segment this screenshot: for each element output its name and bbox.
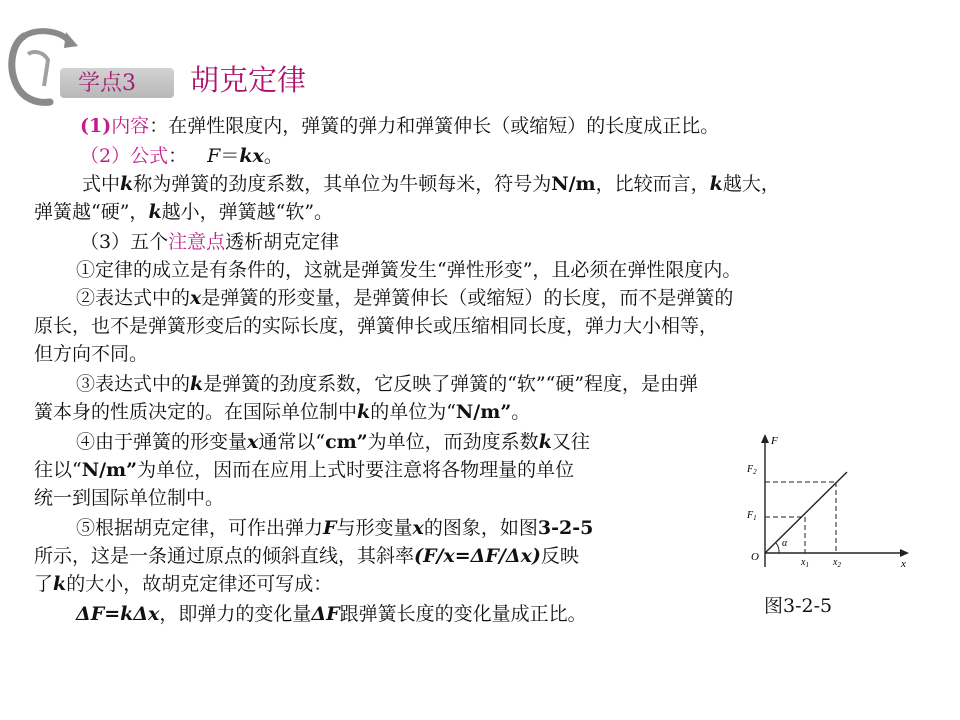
text-span: 反映	[540, 545, 579, 567]
slope-formula: (F/x=ΔF/Δx)	[414, 545, 541, 567]
text-span: 所示，这是一条通过原点的倾斜直线，其斜率	[34, 545, 415, 567]
f1-label	[746, 510, 757, 522]
text-span: 称为弹簧的劲度系数，其单位为牛顿每米，符号为	[133, 173, 552, 195]
formula-end: 。	[263, 145, 283, 167]
unit-text: N/m	[551, 173, 596, 195]
origin-label: O	[751, 551, 759, 563]
unit-text: N/m”	[81, 459, 138, 481]
text-span: 的图象，如图	[423, 517, 538, 539]
text-span: 透析胡克定律	[225, 231, 340, 253]
text-span: 簧本身的性质决定的。在国际单位制中	[34, 401, 358, 423]
point4-line2	[34, 458, 574, 482]
symbol-k: k	[190, 373, 204, 395]
text-span: 又往	[551, 431, 590, 453]
symbol-k: k	[148, 201, 162, 223]
formula-kx: kx	[239, 145, 264, 167]
hooke-line	[765, 472, 847, 553]
x-axis-label: x	[901, 558, 906, 570]
alpha-label: α	[782, 538, 788, 549]
point5-line4	[76, 602, 587, 626]
text-span: ，比较而言，	[595, 173, 710, 195]
unit-text: N/m”	[455, 401, 512, 423]
x1-label	[800, 557, 809, 569]
point2-line1	[76, 286, 733, 310]
figure-caption: 图3-2-5	[764, 595, 833, 617]
point2-line2: 原长，也不是弹簧形变后的实际长度，弹簧伸长或压缩相同长度，弹力大小相等，	[34, 315, 719, 337]
text-span: ②表达式中的	[76, 287, 191, 309]
point5-line3	[34, 572, 332, 596]
text-span: （3）五个	[80, 231, 169, 253]
highlight-text: 注意点	[168, 231, 226, 253]
point1-line: ①定律的成立是有条件的，这就是弹簧发生“弹性形变”，且必须在弹性限度内。	[76, 259, 742, 281]
symbol-f: F	[323, 517, 337, 539]
symbol-x: x	[412, 517, 424, 539]
item1-label: 内容	[111, 115, 150, 137]
symbol-x: x	[247, 431, 259, 453]
symbol-k: k	[120, 173, 134, 195]
item1-number: (1)	[80, 115, 112, 137]
text-span: ⑤根据胡克定律，可作出弹力	[76, 517, 324, 539]
y-axis-label: F	[771, 435, 778, 447]
force-deformation-graph	[735, 432, 915, 577]
text-span: ④由于弹簧的形变量	[76, 431, 248, 453]
angle-arc	[776, 543, 779, 553]
item1-line	[80, 114, 719, 138]
text-span: 是弹簧的形变量，是弹簧伸长（或缩短）的长度，而不是弹簧的	[201, 287, 734, 309]
formula-eq: ＝	[220, 145, 240, 167]
f2-subscript: 2	[753, 468, 757, 476]
item2-label: （2）公式	[80, 145, 169, 167]
point4-line3: 统一到国际单位制中。	[34, 487, 225, 509]
x-axis-arrow	[900, 549, 909, 557]
symbol-k: k	[357, 401, 371, 423]
text-span: 与形变量	[336, 517, 413, 539]
page-title: 胡克定律	[190, 63, 307, 97]
point3-line2	[34, 400, 530, 424]
text-span: 。	[511, 401, 531, 423]
section-badge-label: 学点3	[78, 71, 136, 96]
item3-line	[80, 230, 339, 254]
figure-ref: 3-2-5	[537, 517, 594, 539]
item2-line	[80, 144, 283, 168]
x2-subscript: 2	[837, 561, 841, 569]
x2-letter: x	[833, 557, 838, 568]
text-span: 的单位为“	[370, 401, 456, 423]
text-span: 越大，	[722, 173, 780, 195]
text-span: 通常以“	[258, 431, 326, 453]
text-span: 为单位，而劲度系数	[367, 431, 539, 453]
unit-text: cm”	[325, 431, 368, 453]
x2-label	[832, 557, 841, 569]
text-span: 式中	[82, 173, 121, 195]
point2-line3: 但方向不同。	[34, 343, 149, 365]
delta-formula: ΔF=kΔx	[76, 603, 160, 625]
item1-text: ：在弹性限度内，弹簧的弹力和弹簧伸长（或缩短）的长度成正比。	[149, 115, 720, 137]
text-span: 为单位，因而在应用上式时要注意将各物理量的单位	[137, 459, 575, 481]
f1-letter: F	[747, 510, 754, 521]
symbol-delta-f: ΔF	[311, 603, 340, 625]
x1-subscript: 1	[805, 561, 809, 569]
symbol-k: k	[53, 573, 67, 595]
point3-line1	[76, 372, 698, 396]
f2-letter: F	[747, 464, 754, 475]
para-k-line1	[82, 172, 780, 196]
f2-label	[746, 464, 757, 476]
text-span: 往以“	[34, 459, 82, 481]
y-axis-arrow	[761, 434, 769, 443]
text-span: ，即弹力的变化量	[159, 603, 312, 625]
text-span: 的大小，故胡克定律还可写成：	[66, 573, 333, 595]
text-span: 了	[34, 573, 54, 595]
formula-f: F	[207, 145, 221, 167]
symbol-x: x	[190, 287, 202, 309]
para-k-line2	[34, 200, 333, 224]
symbol-k: k	[538, 431, 552, 453]
symbol-k: k	[709, 173, 723, 195]
text-span: 跟弹簧长度的变化量成正比。	[339, 603, 587, 625]
text-span: ③表达式中的	[76, 373, 191, 395]
text-span: 越小，弹簧越“软”。	[161, 201, 334, 223]
point5-line2	[34, 544, 579, 568]
text-span: 弹簧越“硬”，	[34, 201, 149, 223]
x1-letter: x	[801, 557, 806, 568]
point5-line1	[76, 516, 593, 540]
point4-line1	[76, 430, 590, 454]
f1-subscript: 1	[753, 514, 757, 522]
text-span: 是弹簧的劲度系数，它反映了弹簧的“软”“硬”程度，是由弹	[203, 373, 699, 395]
item2-colon: ：	[168, 145, 188, 167]
